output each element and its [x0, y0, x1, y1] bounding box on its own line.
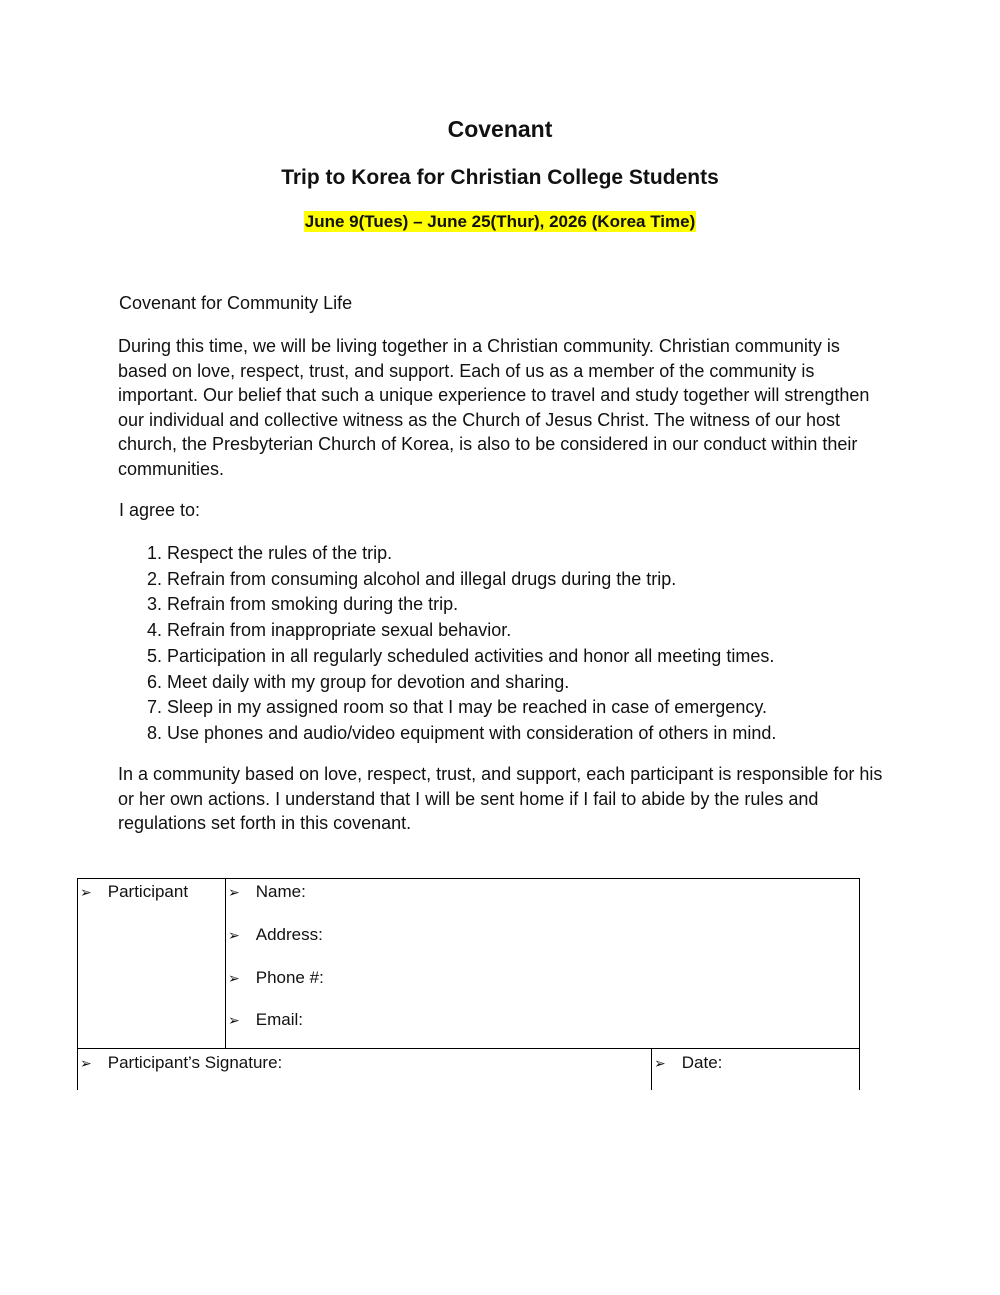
closing-paragraph: In a community based on love, respect, trust, and support, each participant is responsible for his or her own actions. I understand that I will be sent home if I fail to abide by the rules and regulations set forth in this covenant.: [118, 764, 883, 834]
signature-field[interactable]: ➢ Participant’s Signature:: [80, 1053, 283, 1072]
phone-field[interactable]: ➢ Phone #:: [228, 968, 324, 987]
rule-item: 2. Refrain from consuming alcohol and illegal drugs during the trip.: [147, 568, 677, 589]
rule-item: 1. Respect the rules of the trip.: [147, 543, 393, 563]
address-field[interactable]: ➢ Address:: [228, 925, 323, 944]
arrow-bullet-icon: ➢: [228, 927, 240, 943]
document-subtitle: Trip to Korea for Christian College Students: [281, 166, 719, 189]
trip-dates-highlight: June 9(Tues) – June 25(Thur), 2026 (Korea Time): [304, 212, 696, 231]
form-border-top: [77, 878, 860, 879]
arrow-bullet-icon: ➢: [80, 1055, 92, 1071]
date-field[interactable]: ➢ Date:: [654, 1053, 723, 1072]
arrow-bullet-icon: ➢: [228, 884, 240, 900]
form-border-left: [77, 878, 78, 1090]
agree-label: I agree to:: [119, 500, 201, 520]
arrow-bullet-icon: ➢: [80, 884, 92, 900]
form-divider-vertical: [225, 878, 226, 1048]
arrow-bullet-icon: ➢: [654, 1055, 666, 1071]
rule-item: 7. Sleep in my assigned room so that I may be reached in case of emergency.: [147, 697, 767, 718]
form-divider-date: [651, 1048, 652, 1090]
document-title: Covenant: [447, 116, 553, 142]
name-field[interactable]: ➢ Name:: [228, 882, 306, 901]
form-border-right: [859, 878, 860, 1090]
rules-list: [147, 541, 776, 747]
rule-item: 8. Use phones and audio/video equipment with consideration of others in mind.: [147, 722, 777, 743]
section-title: Covenant for Community Life: [119, 293, 353, 313]
email-field[interactable]: ➢ Email:: [228, 1010, 303, 1029]
intro-paragraph: During this time, we will be living together in a Christian community. Christian community is based on love, respect, trust, and support. Each of us as a member of the community is important. Our belief that such a unique experience to travel and study together will strengthen our individual and collective witness as the Church of Jesus Christ. The witness of our host church, the Presbyterian Church of Korea, is also to be considered in our conduct within their communities.: [118, 336, 870, 479]
rule-item: 6. Meet daily with my group for devotion and sharing.: [147, 671, 570, 692]
arrow-bullet-icon: ➢: [228, 970, 240, 986]
participant-form: [77, 878, 860, 1090]
arrow-bullet-icon: ➢: [228, 1012, 240, 1028]
rule-item: 5. Participation in all regularly scheduled activities and honor all meeting times.: [147, 645, 775, 666]
participant-label: ➢ Participant: [80, 882, 189, 901]
trip-dates-row: [0, 212, 1000, 232]
form-divider-horizontal: [77, 1048, 860, 1049]
rule-item: 4. Refrain from inappropriate sexual behavior.: [147, 620, 512, 641]
rule-item: 3. Refrain from smoking during the trip.: [147, 594, 459, 615]
